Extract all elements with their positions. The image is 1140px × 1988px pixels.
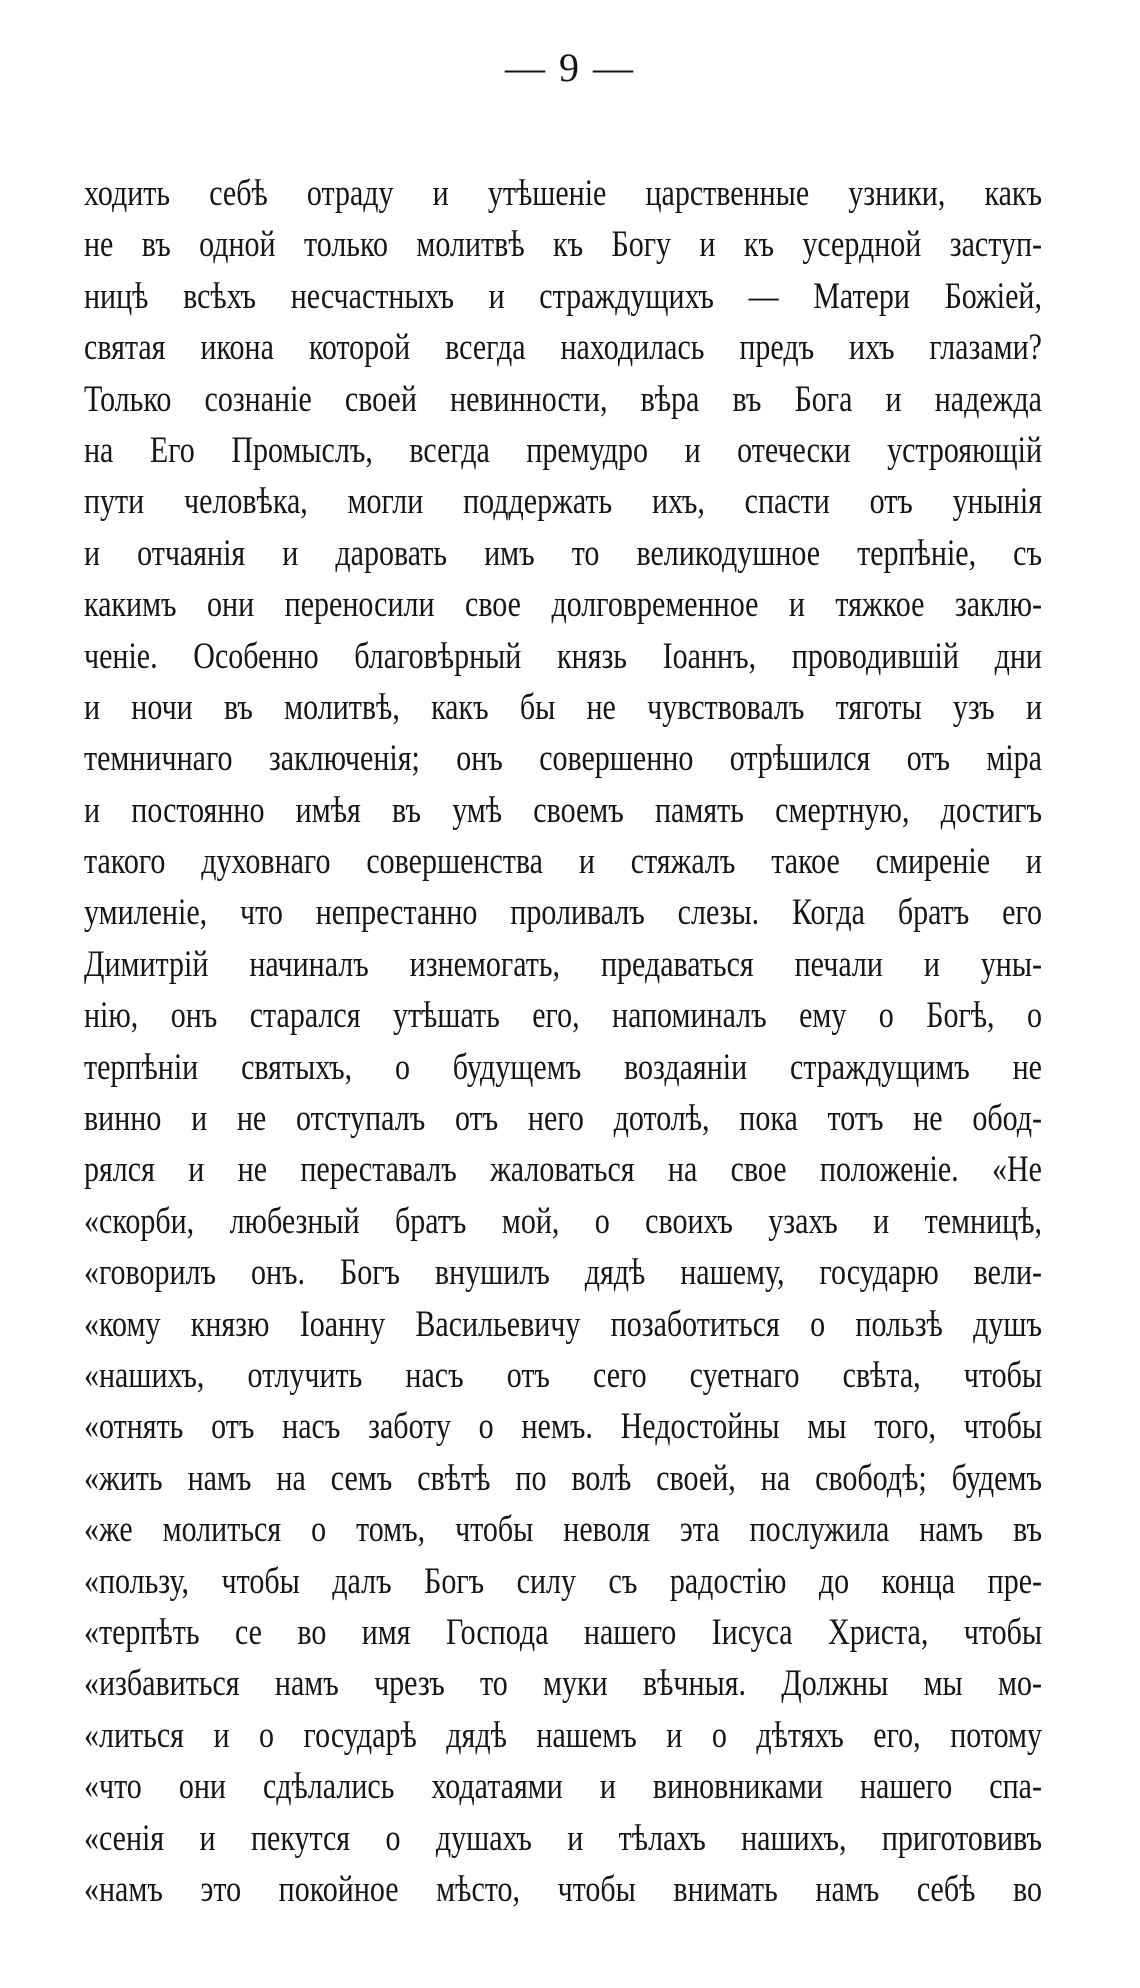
text-line: нію, онъ старался утѣшать его, напоминалъ ему о Богѣ, о: [84, 995, 1042, 1036]
text-line: на Его Промыслъ, всегда премудро и отечески устрояющій: [84, 430, 1042, 471]
text-line: «намъ это покойное мѣсто, чтобы внимать намъ себѣ во: [84, 1869, 1042, 1910]
text-line: «что они сдѣлались ходатаями и виновниками нашего спа-: [84, 1766, 1042, 1807]
text-line: Только сознаніе своей невинности, вѣра въ Бога и надежда: [84, 378, 1042, 420]
body-text: [84, 168, 1042, 1915]
text-line: и постоянно имѣя въ умѣ своемъ память смертную, достигъ: [84, 790, 1042, 831]
text-line: «нашихъ, отлучить насъ отъ сего суетнаго свѣта, чтобы: [84, 1355, 1042, 1396]
text-line: «сенія и пекутся о душахъ и тѣлахъ нашихъ, приготовивъ: [84, 1817, 1042, 1859]
text-line: «отнять отъ насъ заботу о немъ. Недостойны мы того, чтобы: [84, 1406, 1042, 1447]
text-line: «жить намъ на семъ свѣтѣ по волѣ своей, на свободѣ; будемъ: [84, 1458, 1042, 1499]
text-line: какимъ они переносили свое долговременное и тяжкое заклю-: [84, 584, 1042, 625]
text-line: «пользу, чтобы далъ Богъ силу съ радостію до конца пре-: [84, 1560, 1042, 1602]
text-line: винно и не отступалъ отъ него дотолѣ, пока тотъ не обод-: [84, 1098, 1042, 1139]
text-line: ченіе. Особенно благовѣрный князь Іоаннъ, проводившій дни: [84, 635, 1042, 677]
text-line: терпѣніи святыхъ, о будущемъ воздаяніи страждущимъ не: [84, 1046, 1042, 1088]
page-number: — 9 —: [505, 45, 635, 90]
text-line: не въ одной только молитвѣ къ Богу и къ усердной заступ-: [84, 224, 1042, 265]
text-line: «же молиться о томъ, чтобы неволя эта послужила намъ въ: [84, 1509, 1042, 1550]
text-line: «литься и о государѣ дядѣ нашемъ и о дѣтяхъ его, потому: [84, 1715, 1042, 1756]
text-line: Димитрій начиналъ изнемогать, предаваться печали и уны-: [84, 944, 1042, 985]
text-line: «терпѣть се во имя Господа нашего Іисуса Христа, чтобы: [84, 1612, 1042, 1653]
text-line: «говорилъ онъ. Богъ внушилъ дядѣ нашему, государю вели-: [84, 1252, 1042, 1293]
text-line: святая икона которой всегда находилась предъ ихъ глазами?: [84, 327, 1042, 368]
text-line: темничнаго заключенія; онъ совершенно отрѣшился отъ міра: [84, 738, 1042, 779]
text-line: ходить себѣ отраду и утѣшеніе царственные узники, какъ: [84, 173, 1042, 214]
text-line: пути человѣка, могли поддержать ихъ, спасти отъ унынія: [84, 481, 1042, 522]
text-line: рялся и не переставалъ жаловаться на свое положеніе. «Не: [84, 1149, 1042, 1191]
text-line: «скорби, любезный братъ мой, о своихъ узахъ и темницѣ,: [84, 1201, 1042, 1242]
text-line: «избавиться намъ чрезъ то муки вѣчныя. Должны мы мо-: [84, 1663, 1042, 1704]
text-line: и отчаянія и даровать имъ то великодушное терпѣніе, съ: [84, 533, 1042, 574]
text-line: «кому князю Іоанну Васильевичу позаботиться о пользѣ душъ: [84, 1303, 1042, 1345]
text-line: и ночи въ молитвѣ, какъ бы не чувствовалъ тяготы узъ и: [84, 687, 1042, 728]
text-line: такого духовнаго совершенства и стяжалъ такое смиреніе и: [84, 841, 1042, 882]
text-line: умиленіе, что непрестанно проливалъ слезы. Когда братъ его: [84, 892, 1042, 934]
text-line: ницѣ всѣхъ несчастныхъ и страждущихъ — Матери Божіей,: [84, 276, 1042, 317]
